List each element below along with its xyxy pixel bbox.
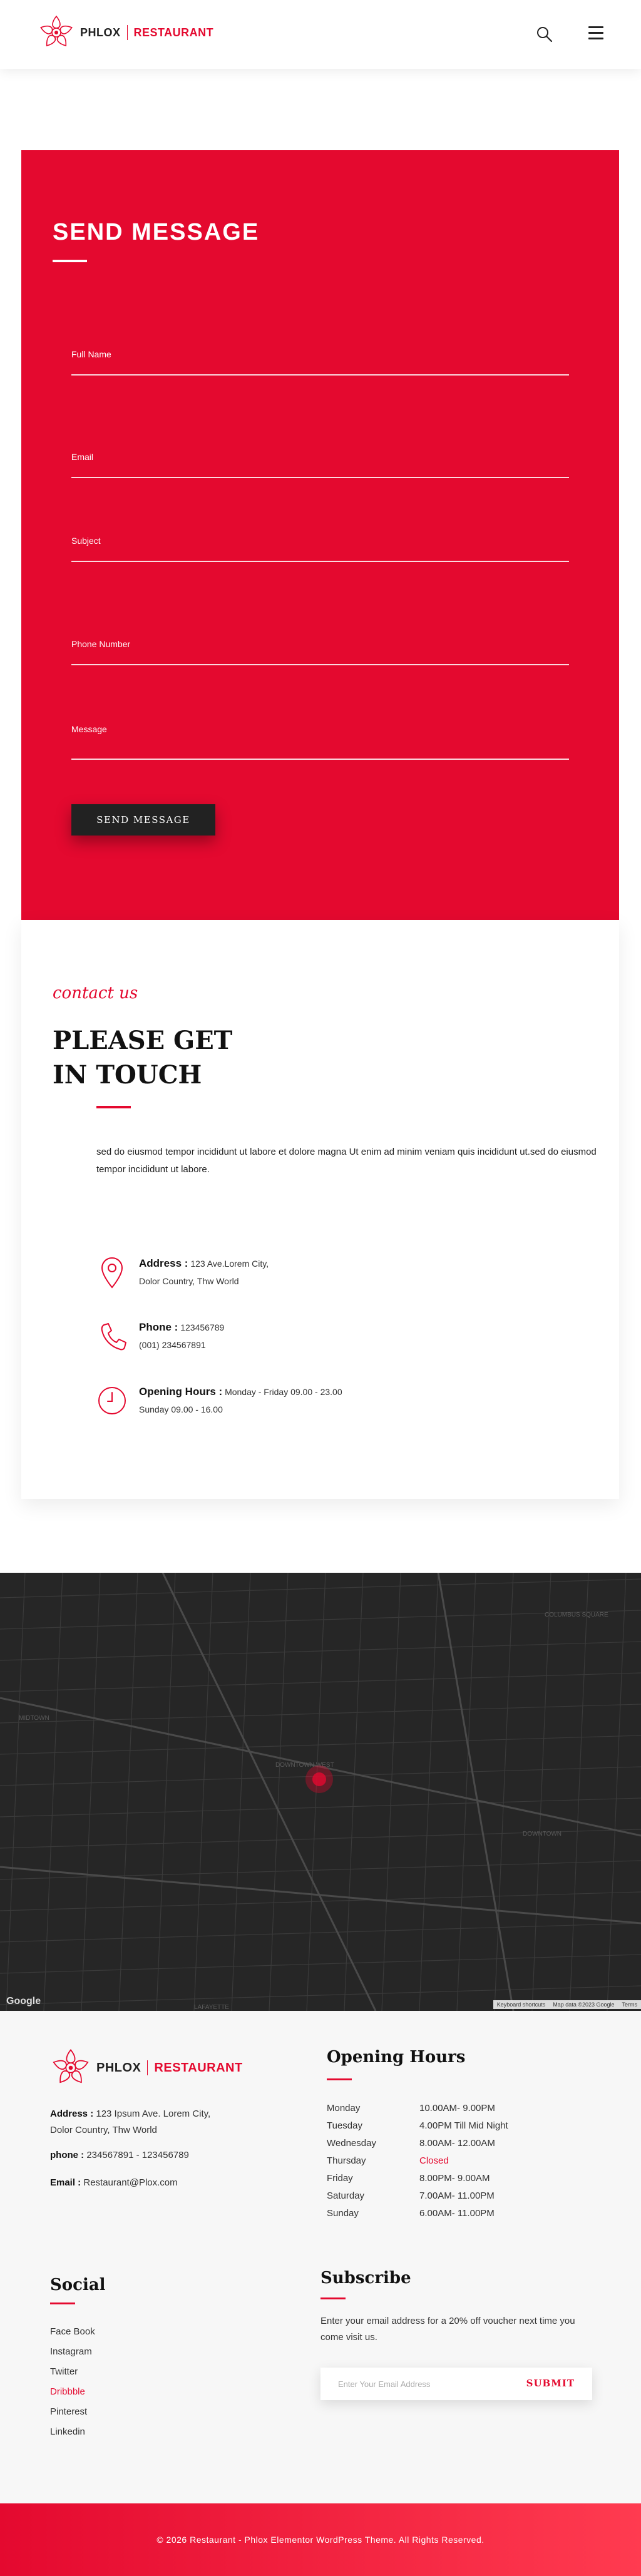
form-title: SEND MESSAGE [53,219,260,245]
brand-name: PHLOX [80,26,121,39]
contact-paragraph: sed do eiusmod tempor incididunt ut labore et dolore magna Ut enim ad minim veniam quis incididunt ut.sed do eiusmod tempor incididunt ut labore. [96,1147,597,1175]
map-label-midtown: MIDTOWN [19,1715,49,1722]
keyboard-shortcuts-link[interactable]: Keyboard shortcuts [496,2001,546,2008]
hours-day: Tuesday [327,2120,362,2131]
social-link-instagram[interactable]: Instagram [50,2346,92,2357]
site-header [0,0,641,69]
opening-hours-text [139,1383,342,1418]
hours-row [327,2190,577,2201]
footer-address-value-1: 123 Ipsum Ave. Lorem City, [96,2108,211,2119]
hours-day: Saturday [327,2190,365,2201]
phone-number-label: Phone Number [71,639,131,649]
phone-value-2: (001) 234567891 [139,1340,206,1350]
hours-time: 7.00AM- 11.00PM [419,2190,495,2201]
hours-day: Friday [327,2173,353,2184]
hours-time: 8.00AM- 12.00AM [419,2138,495,2149]
social-underline [50,2303,75,2304]
opening-hours-underline [327,2078,352,2080]
flower-logo-icon [38,14,75,51]
footer-email-value[interactable]: Restaurant@Plox.com [83,2177,178,2188]
opening-hours-heading: Opening Hours [327,2048,466,2067]
email-field[interactable] [71,452,569,478]
hours-time: 4.00PM Till Mid Night [419,2120,508,2131]
subscribe-text: Enter your email address for a 20% off voucher next time you come visit us. [320,2316,575,2343]
map-credits [493,2000,641,2009]
phone-number-field[interactable] [71,639,569,665]
footer-phone-value: 234567891 - 123456789 [86,2150,189,2160]
subscribe-submit-button[interactable]: SUBMIT [526,2378,575,2389]
clock-icon [96,1383,128,1418]
hours-time: 6.00AM- 11.00PM [419,2208,495,2219]
map-label-columbus-square: COLUMBUS SQUARE [545,1612,608,1618]
subscribe-form [320,2368,592,2400]
contact-heading-underline [96,1106,131,1108]
social-link-twitter[interactable]: Twitter [50,2366,78,2377]
social-link-face-book[interactable]: Face Book [50,2326,95,2337]
footer-brand-name: PHLOX [96,2060,141,2075]
hours-row [327,2138,577,2149]
footer-address [50,2106,210,2139]
menu-bar [588,38,603,39]
social-heading: Social [50,2276,106,2294]
menu-bar [588,32,603,34]
footer-phone [50,2147,189,2164]
footer-brand-divider [147,2060,148,2075]
subscribe-underline [320,2297,346,2299]
hours-row [327,2103,577,2113]
map-data-text: Map data ©2023 Google [553,2001,615,2008]
message-label: Message [71,724,107,734]
footer-logo[interactable] [50,2047,243,2088]
footer-email [50,2175,178,2191]
opening-hours-value-1: Monday - Friday 09.00 - 23.00 [225,1387,342,1397]
brand-subtitle: RESTAURANT [133,26,214,39]
hours-row [327,2208,577,2219]
contact-info-card [21,920,619,1499]
hours-time: 10.00AM- 9.00PM [419,2103,495,2113]
google-map[interactable] [0,1573,641,2011]
hours-row [327,2173,577,2184]
location-pin-icon [96,1255,128,1290]
social-link-pinterest[interactable]: Pinterest [50,2406,88,2417]
address-info [96,1255,269,1290]
hours-day: Sunday [327,2208,359,2219]
subject-label: Subject [71,536,101,546]
search-icon[interactable] [536,26,553,43]
full-name-label: Full Name [71,349,111,359]
full-name-field[interactable] [71,349,569,376]
hours-day: Monday [327,2103,361,2113]
phone-icon [96,1319,128,1354]
phone-label: Phone : [139,1321,178,1333]
phone-value-1: 123456789 [180,1322,225,1332]
phone-info [96,1319,224,1354]
flower-logo-icon [50,2047,91,2088]
phone-text [139,1319,224,1354]
map-streets [0,1573,641,2011]
opening-hours-label: Opening Hours : [139,1386,223,1398]
hamburger-menu-icon[interactable] [588,26,603,40]
address-label: Address : [139,1257,188,1269]
google-logo[interactable]: Google [6,1996,41,2006]
hours-row [327,2155,577,2166]
map-label-lafayette: LAFAYETTE [194,2004,229,2011]
contact-heading-line2: IN TOUCH [53,1060,202,1090]
subject-field[interactable] [71,536,569,562]
address-text [139,1255,269,1290]
map-marker[interactable] [312,1772,326,1786]
opening-hours-info [96,1383,342,1418]
map-label-downtown: DOWNTOWN [523,1831,562,1837]
email-label: Email [71,452,94,462]
menu-bar [588,26,603,28]
send-message-button[interactable]: SEND MESSAGE [71,804,215,836]
hours-time: 8.00PM- 9.00AM [419,2173,490,2184]
message-field[interactable] [71,724,569,760]
terms-link[interactable]: Terms [622,2001,637,2008]
footer-brand-subtitle: RESTAURANT [154,2060,243,2075]
address-value-2: Dolor Country, Thw World [139,1276,239,1286]
footer-email-label: Email : [50,2177,81,2188]
header-logo[interactable] [38,14,213,51]
hours-row [327,2120,577,2131]
hours-day: Wednesday [327,2138,376,2149]
send-message-form [21,150,619,920]
social-link-dribbble[interactable]: Dribbble [50,2386,85,2397]
footer-address-value-2: Dolor Country, Thw World [50,2125,157,2135]
brand-divider [127,25,128,40]
contact-heading [53,1023,366,1092]
social-link-linkedin[interactable]: Linkedin [50,2426,85,2437]
contact-kicker: contact us [53,984,138,1003]
site-footer [0,2011,641,2503]
copyright-bar: © 2026 Restaurant - Phlox Elementor WordPress Theme. All Rights Reserved. [0,2503,641,2576]
contact-heading-line1: PLEASE GET [53,1026,233,1055]
form-title-underline [53,260,87,262]
map-label-downtown-west: DOWNTOWN WEST [275,1762,334,1769]
footer-phone-label: phone : [50,2150,85,2160]
hours-time: Closed [419,2155,449,2166]
subscribe-heading: Subscribe [320,2269,411,2287]
footer-address-label: Address : [50,2108,94,2119]
address-value-1: 123 Ave.Lorem City, [190,1259,269,1269]
subscribe-email-input[interactable] [320,2368,521,2400]
hours-day: Thursday [327,2155,366,2166]
opening-hours-value-2: Sunday 09.00 - 16.00 [139,1404,223,1414]
